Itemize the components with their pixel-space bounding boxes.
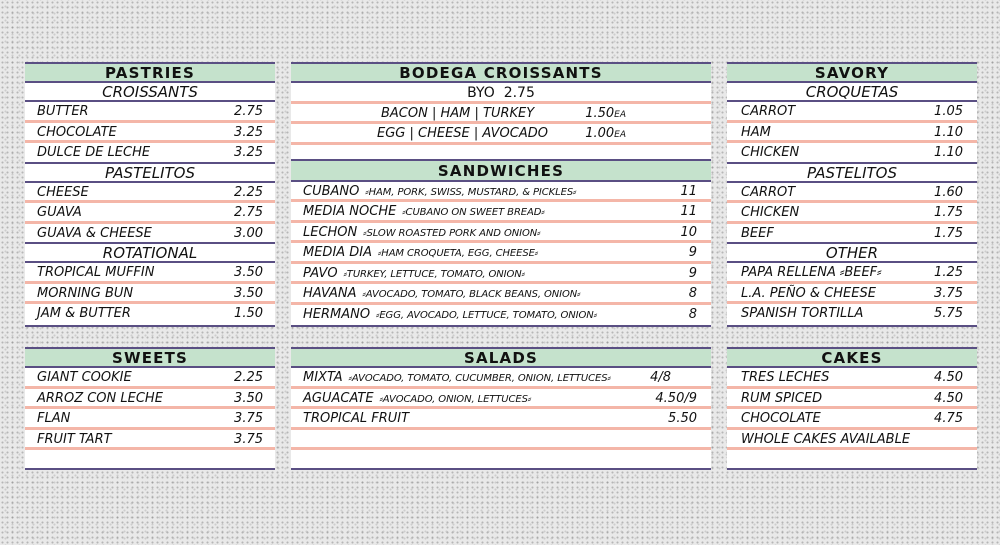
menu-item	[727, 183, 977, 204]
item-price: 1.75	[934, 205, 963, 220]
menu-item	[291, 368, 711, 389]
sandwich-name: LECHON	[303, 224, 358, 240]
menu-item	[291, 202, 711, 223]
byo-label: BYO	[467, 85, 495, 101]
addon-unit: EA	[614, 130, 626, 140]
item-name	[303, 285, 580, 304]
rotational-subheading: ROTATIONAL	[25, 244, 275, 263]
item-name	[303, 306, 597, 325]
sandwich-desc: ⸗HAM CROQUETA, EGG, CHEESE⸗	[378, 248, 539, 259]
salad-desc: ⸗AVOCADO, TOMATO, CUCUMBER, ONION, LETTUCES⸗	[348, 373, 611, 384]
item-price: 3.75	[934, 285, 963, 301]
sandwich-desc: ⸗EGG, AVOCADO, LETTUCE, TOMATO, ONION⸗	[376, 309, 597, 321]
savory-board	[727, 62, 977, 327]
menu-item	[25, 284, 275, 305]
item-name: JAM & BUTTER	[37, 306, 131, 321]
croquetas-subheading: CROQUETAS	[727, 83, 977, 102]
menu-item	[727, 430, 977, 451]
item-price: 3.25	[234, 124, 263, 140]
pastries-heading: PASTRIES	[25, 64, 275, 83]
item-price: 1.50	[234, 306, 263, 321]
salads-heading: SALADS	[291, 349, 711, 368]
item-price: 9	[688, 265, 697, 281]
blank-line	[727, 450, 977, 468]
sandwich-name: PAVO	[303, 265, 338, 281]
item-name: WHOLE CAKES AVAILABLE	[741, 431, 911, 447]
item-name	[303, 183, 576, 202]
item-name: ARROZ CON LECHE	[37, 390, 163, 406]
item-name: GUAVA & CHEESE	[37, 225, 152, 241]
item-price: 1.75	[934, 225, 963, 241]
salad-name: TROPICAL FRUIT	[303, 411, 410, 426]
item-name	[303, 224, 540, 243]
addon-price: 1.00	[585, 126, 615, 141]
item-price: 3.50	[234, 285, 263, 301]
menu-item	[727, 224, 977, 245]
sandwich-desc: ⸗SLOW ROASTED PORK AND ONION⸗	[363, 227, 541, 239]
menu-item	[25, 409, 275, 430]
menu-item	[727, 143, 977, 164]
divider	[291, 145, 711, 161]
other-subheading: OTHER	[727, 244, 977, 263]
item-price: 3.25	[234, 145, 263, 160]
pastelitos-subheading: PASTELITOS	[25, 164, 275, 183]
item-price: 1.10	[934, 124, 963, 140]
item-name: TROPICAL MUFFIN	[37, 265, 155, 280]
menu-item	[291, 182, 711, 203]
pastries-board	[25, 62, 275, 327]
item-name: TRES LECHES	[741, 370, 830, 385]
menu-item	[291, 243, 711, 264]
item-name: HAM	[741, 124, 771, 140]
bodega-croissants-heading: BODEGA CROISSANTS	[291, 64, 711, 83]
item-price: 5.75	[934, 306, 963, 321]
salad-name: AGUACATE	[303, 390, 374, 406]
pastelitos-subheading: PASTELITOS	[727, 164, 977, 183]
blank-line	[291, 430, 711, 451]
item-name	[303, 410, 409, 428]
salad-desc: ⸗AVOCADO, ONION, LETTUCES⸗	[379, 393, 532, 405]
addon-row	[291, 124, 711, 145]
byo-price: 2.75	[503, 85, 535, 101]
menu-item	[25, 224, 275, 245]
menu-item	[727, 123, 977, 144]
menu-item	[727, 304, 977, 325]
menu-item	[25, 304, 275, 325]
sandwich-desc: ⸗TURKEY, LETTUCE, TOMATO, ONION⸗	[343, 268, 525, 280]
croissants-subheading: CROISSANTS	[25, 83, 275, 102]
item-price: 4.50	[934, 390, 963, 406]
item-name	[303, 369, 611, 388]
item-name: PAPA RELLENA ⸗BEEF⸗	[741, 265, 882, 280]
sandwich-name: HAVANA	[303, 286, 357, 301]
menu-item	[727, 389, 977, 410]
menu-item	[25, 263, 275, 284]
item-name: GIANT COOKIE	[37, 370, 132, 385]
sandwich-name: HERMANO	[303, 306, 371, 322]
item-name: FLAN	[37, 411, 71, 426]
item-name: CARROT	[741, 104, 796, 119]
item-price: 3.50	[234, 265, 263, 280]
item-price: 3.00	[234, 225, 263, 241]
item-name	[303, 203, 545, 222]
item-price: 3.75	[234, 431, 263, 447]
item-name: CHOCOLATE	[741, 411, 821, 426]
menu-item	[25, 123, 275, 144]
item-price: 3.50	[234, 390, 263, 406]
salad-name: MIXTA	[303, 370, 343, 385]
item-price: 2.25	[234, 370, 263, 385]
item-name: L.A. PEÑO & CHEESE	[741, 285, 876, 301]
item-name	[303, 265, 525, 284]
sandwiches-heading: SANDWICHES	[291, 161, 711, 182]
menu-item	[25, 203, 275, 224]
menu-item	[291, 264, 711, 285]
menu-item	[727, 263, 977, 284]
item-price: 1.60	[934, 184, 963, 200]
item-name: MORNING BUN	[37, 285, 134, 301]
menu-item	[25, 143, 275, 164]
item-price: 1.05	[934, 104, 963, 119]
blank-line	[25, 450, 275, 468]
menu-item	[25, 430, 275, 451]
menu-item	[25, 389, 275, 410]
cakes-heading: CAKES	[727, 349, 977, 368]
addon-unit: EA	[614, 109, 626, 120]
menu-item	[291, 389, 711, 410]
menu-item	[727, 284, 977, 305]
item-name	[303, 390, 531, 409]
sandwich-name: MEDIA NOCHE	[303, 204, 397, 219]
item-price: 11	[680, 183, 697, 199]
menu-item	[727, 102, 977, 123]
menu-item	[25, 102, 275, 123]
menu-item	[291, 305, 711, 326]
item-name: DULCE DE LECHE	[37, 145, 151, 160]
item-name: RUM SPICED	[741, 390, 823, 406]
sweets-heading: SWEETS	[25, 349, 275, 368]
menu-item	[291, 409, 711, 430]
addon-name: EGG | CHEESE | AVOCADO	[377, 126, 548, 141]
cakes-board	[727, 347, 977, 470]
item-price: 5.50	[668, 411, 697, 426]
item-price: 3.75	[234, 411, 263, 426]
item-price: 2.25	[234, 184, 263, 200]
item-price: 1.25	[934, 265, 963, 280]
sandwich-desc: ⸗AVOCADO, TOMATO, BLACK BEANS, ONION⸗	[362, 289, 581, 300]
item-name: CHICKEN	[741, 205, 800, 220]
byo-row	[291, 83, 711, 104]
item-price: 4.75	[934, 411, 963, 426]
item-price: 2.75	[234, 205, 263, 220]
item-price: 8	[688, 286, 697, 301]
item-name: GUAVA	[37, 205, 82, 220]
item-name: FRUIT TART	[37, 431, 112, 447]
item-price: 8	[688, 306, 697, 322]
menu-item	[291, 223, 711, 244]
item-price: 1.10	[934, 145, 963, 160]
item-price: 11	[680, 204, 697, 219]
sandwich-desc: ⸗HAM, PORK, SWISS, MUSTARD, & PICKLES⸗	[365, 186, 577, 198]
item-name	[303, 244, 538, 263]
sandwich-name: CUBANO	[303, 183, 360, 199]
menu-item	[25, 183, 275, 204]
salads-board	[291, 347, 711, 470]
item-name: CHEESE	[37, 184, 89, 200]
sandwich-name: MEDIA DIA	[303, 245, 373, 260]
item-name: CHICKEN	[741, 145, 800, 160]
menu-item	[727, 203, 977, 224]
blank-line	[291, 450, 711, 468]
menu-item	[291, 284, 711, 305]
item-name: SPANISH TORTILLA	[741, 306, 864, 321]
item-name: CARROT	[741, 184, 796, 200]
croissants-sandwiches-board	[291, 62, 711, 327]
sandwich-desc: ⸗CUBANO ON SWEET BREAD⸗	[402, 207, 545, 218]
addon-price: 1.50	[585, 105, 615, 121]
item-price: 2.75	[234, 104, 263, 119]
addon-row	[291, 104, 711, 125]
item-price: 4.50	[934, 370, 963, 385]
item-name: BUTTER	[37, 104, 89, 119]
item-price: 10	[680, 224, 697, 240]
savory-heading: SAVORY	[727, 64, 977, 83]
addon-name: BACON | HAM | TURKEY	[381, 105, 535, 121]
item-name: CHOCOLATE	[37, 124, 117, 140]
item-price: 4/8	[650, 370, 671, 385]
menu-item	[727, 409, 977, 430]
sweets-board	[25, 347, 275, 470]
menu-item	[727, 368, 977, 389]
item-price: 9	[688, 245, 697, 260]
item-name: BEEF	[741, 225, 774, 241]
menu-item	[25, 368, 275, 389]
item-price: 4.50/9	[655, 390, 697, 406]
